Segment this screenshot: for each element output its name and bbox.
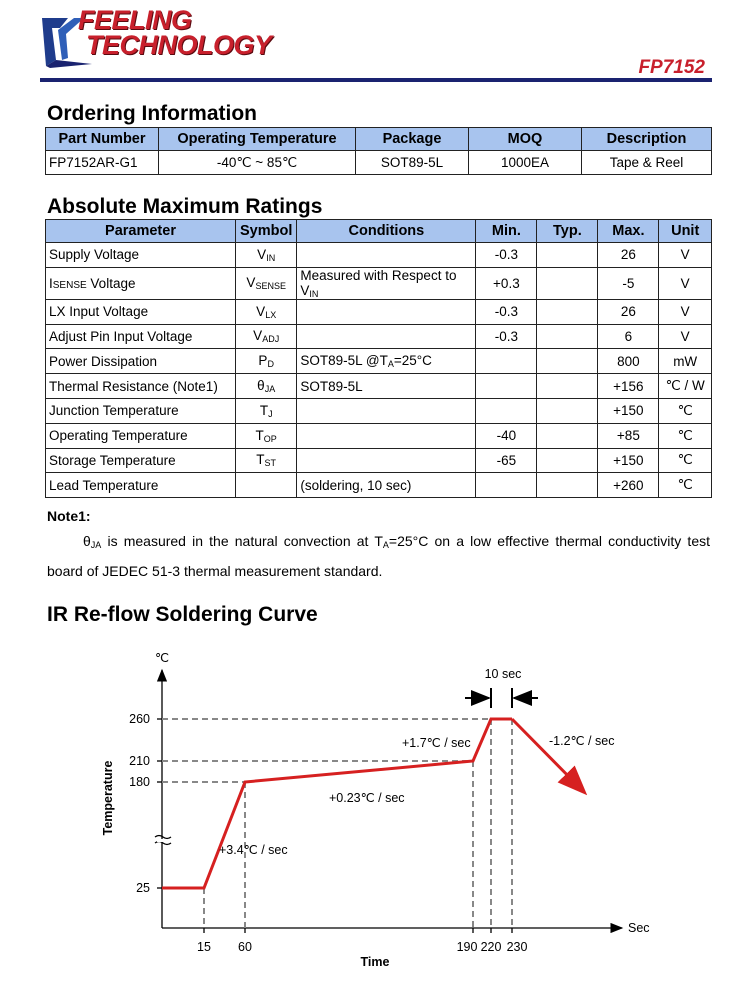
min-cell — [476, 398, 537, 423]
symbol-cell: $T_{ST}$ — [236, 448, 297, 473]
unit-cell: mW — [659, 349, 712, 374]
ordering-table — [45, 127, 712, 175]
rate-label-ramp2: +1.7℃ / sec — [402, 736, 471, 750]
typ-cell — [537, 324, 598, 349]
table-row — [46, 324, 712, 349]
rate-label-cool: -1.2℃ / sec — [549, 734, 615, 748]
ordering-header-cell: Description — [582, 128, 712, 151]
param-cell: Supply Voltage — [46, 243, 236, 268]
min-cell: +0.3 — [476, 267, 537, 299]
unit-cell: ℃ / W — [659, 374, 712, 399]
symbol-cell: $T_J$ — [236, 398, 297, 423]
unit-cell: ℃ — [659, 448, 712, 473]
ordering-cell: Tape & Reel — [582, 151, 712, 175]
conditions-cell: Measured with Respect to $V_{IN}$ — [297, 267, 476, 299]
min-cell: -0.3 — [476, 243, 537, 268]
table-row — [46, 374, 712, 399]
typ-cell — [537, 423, 598, 448]
unit-cell: V — [659, 299, 712, 324]
unit-cell: V — [659, 243, 712, 268]
x-tick-label: 60 — [238, 940, 252, 954]
note-body: $\theta_{JA}$ is measured in the natural convection at $T_A=25^\circ C$ on a low effective thermal conductivity test board of JEDEC 51-3 thermal measurement standard. — [47, 533, 710, 579]
conditions-cell — [297, 243, 476, 268]
typ-cell — [537, 299, 598, 324]
symbol-cell — [236, 473, 297, 498]
axis-break-gap — [157, 839, 167, 842]
brand-logo-text: FEELING TECHNOLOGY — [78, 5, 272, 60]
max-cell: +85 — [598, 423, 659, 448]
param-cell: Power Dissipation — [46, 349, 236, 374]
symbol-cell: $\theta_{JA}$ — [236, 374, 297, 399]
symbol-cell: $V_{LX}$ — [236, 299, 297, 324]
x-tick-label: 220 — [480, 940, 502, 954]
reflow-chart — [0, 640, 750, 980]
peak-duration-label: 10 sec — [484, 667, 522, 681]
symbol-cell: $P_D$ — [236, 349, 297, 374]
param-cell: ISENSE Voltage — [46, 267, 236, 299]
typ-cell — [537, 448, 598, 473]
min-cell — [476, 349, 537, 374]
note-title: Note1: — [47, 508, 91, 524]
y-tick-label: 180 — [129, 775, 150, 789]
part-number-header: FP7152 — [638, 57, 705, 78]
unit-cell: V — [659, 324, 712, 349]
typ-cell — [537, 267, 598, 299]
x-axis-label: Time — [360, 955, 390, 969]
param-cell: Junction Temperature — [46, 398, 236, 423]
table-row — [46, 398, 712, 423]
x-tick-label: 230 — [506, 940, 528, 954]
min-cell: -65 — [476, 448, 537, 473]
table-row — [46, 243, 712, 268]
header-rule — [40, 78, 712, 82]
conditions-cell: SOT89-5L — [297, 374, 476, 399]
conditions-cell — [297, 423, 476, 448]
typ-cell — [537, 243, 598, 268]
cooling-segment — [512, 719, 583, 791]
typ-cell — [537, 349, 598, 374]
y-tick-label: 210 — [129, 754, 150, 768]
max-cell: -5 — [598, 267, 659, 299]
ratings-header-cell: Parameter — [46, 220, 236, 243]
y-axis-label: Temperature — [101, 760, 115, 836]
ordering-title: Ordering Information — [47, 102, 257, 125]
rate-label-soak: +0.23℃ / sec — [329, 791, 405, 805]
y-unit-label: ℃ — [155, 651, 170, 665]
ratings-header-cell: Min. — [476, 220, 537, 243]
unit-cell: ℃ — [659, 423, 712, 448]
y-tick-label: 260 — [129, 712, 150, 726]
reflow-title: IR Re-flow Soldering Curve — [47, 603, 318, 626]
ratings-header-cell: Symbol — [236, 220, 297, 243]
max-cell: +156 — [598, 374, 659, 399]
min-cell: -0.3 — [476, 299, 537, 324]
unit-cell: V — [659, 267, 712, 299]
ordering-header-cell: Package — [356, 128, 469, 151]
ratings-header-cell: Conditions — [297, 220, 476, 243]
ratings-table — [45, 219, 712, 498]
table-row — [46, 299, 712, 324]
symbol-cell: $V_{IN}$ — [236, 243, 297, 268]
ordering-cell: SOT89-5L — [356, 151, 469, 175]
ratings-header-cell: Typ. — [537, 220, 598, 243]
conditions-cell — [297, 299, 476, 324]
typ-cell — [537, 374, 598, 399]
table-row — [46, 423, 712, 448]
max-cell: 800 — [598, 349, 659, 374]
min-cell — [476, 473, 537, 498]
max-cell: 6 — [598, 324, 659, 349]
symbol-cell: $T_{OP}$ — [236, 423, 297, 448]
conditions-cell — [297, 324, 476, 349]
param-cell: Operating Temperature — [46, 423, 236, 448]
max-cell: +150 — [598, 448, 659, 473]
param-cell: Adjust Pin Input Voltage — [46, 324, 236, 349]
ordering-cell: -40℃ ~ 85℃ — [159, 151, 356, 175]
typ-cell — [537, 473, 598, 498]
table-row — [46, 349, 712, 374]
unit-cell: ℃ — [659, 473, 712, 498]
x-tick-label: 15 — [197, 940, 211, 954]
max-cell: 26 — [598, 243, 659, 268]
typ-cell — [537, 398, 598, 423]
conditions-cell — [297, 398, 476, 423]
ordering-cell: 1000EA — [469, 151, 582, 175]
symbol-cell: $V_{SENSE}$ — [236, 267, 297, 299]
table-row — [46, 448, 712, 473]
conditions-cell — [297, 448, 476, 473]
table-row — [46, 267, 712, 299]
table-row — [46, 151, 712, 175]
conditions-cell: SOT89-5L $@T_A=25^\circ C$ — [297, 349, 476, 374]
symbol-cell: $V_{ADJ}$ — [236, 324, 297, 349]
ordering-header-cell: MOQ — [469, 128, 582, 151]
ordering-cell: FP7152AR-G1 — [46, 151, 159, 175]
param-cell: Thermal Resistance (Note1) — [46, 374, 236, 399]
max-cell: 26 — [598, 299, 659, 324]
unit-cell: ℃ — [659, 398, 712, 423]
rate-label-ramp1: +3.4℃ / sec — [219, 843, 288, 857]
ratings-header-cell: Max. — [598, 220, 659, 243]
min-cell: -0.3 — [476, 324, 537, 349]
y-tick-label: 25 — [136, 881, 150, 895]
min-cell: -40 — [476, 423, 537, 448]
ratings-header-cell: Unit — [659, 220, 712, 243]
max-cell: +150 — [598, 398, 659, 423]
ordering-header-cell: Part Number — [46, 128, 159, 151]
param-cell: Storage Temperature — [46, 448, 236, 473]
param-cell: LX Input Voltage — [46, 299, 236, 324]
min-cell — [476, 374, 537, 399]
conditions-cell: (soldering, 10 sec) — [297, 473, 476, 498]
x-unit-label: Sec — [628, 921, 650, 935]
table-row — [46, 473, 712, 498]
param-cell: Lead Temperature — [46, 473, 236, 498]
ordering-header-cell: Operating Temperature — [159, 128, 356, 151]
x-tick-label: 190 — [456, 940, 478, 954]
ratings-title: Absolute Maximum Ratings — [47, 195, 323, 218]
max-cell: +260 — [598, 473, 659, 498]
